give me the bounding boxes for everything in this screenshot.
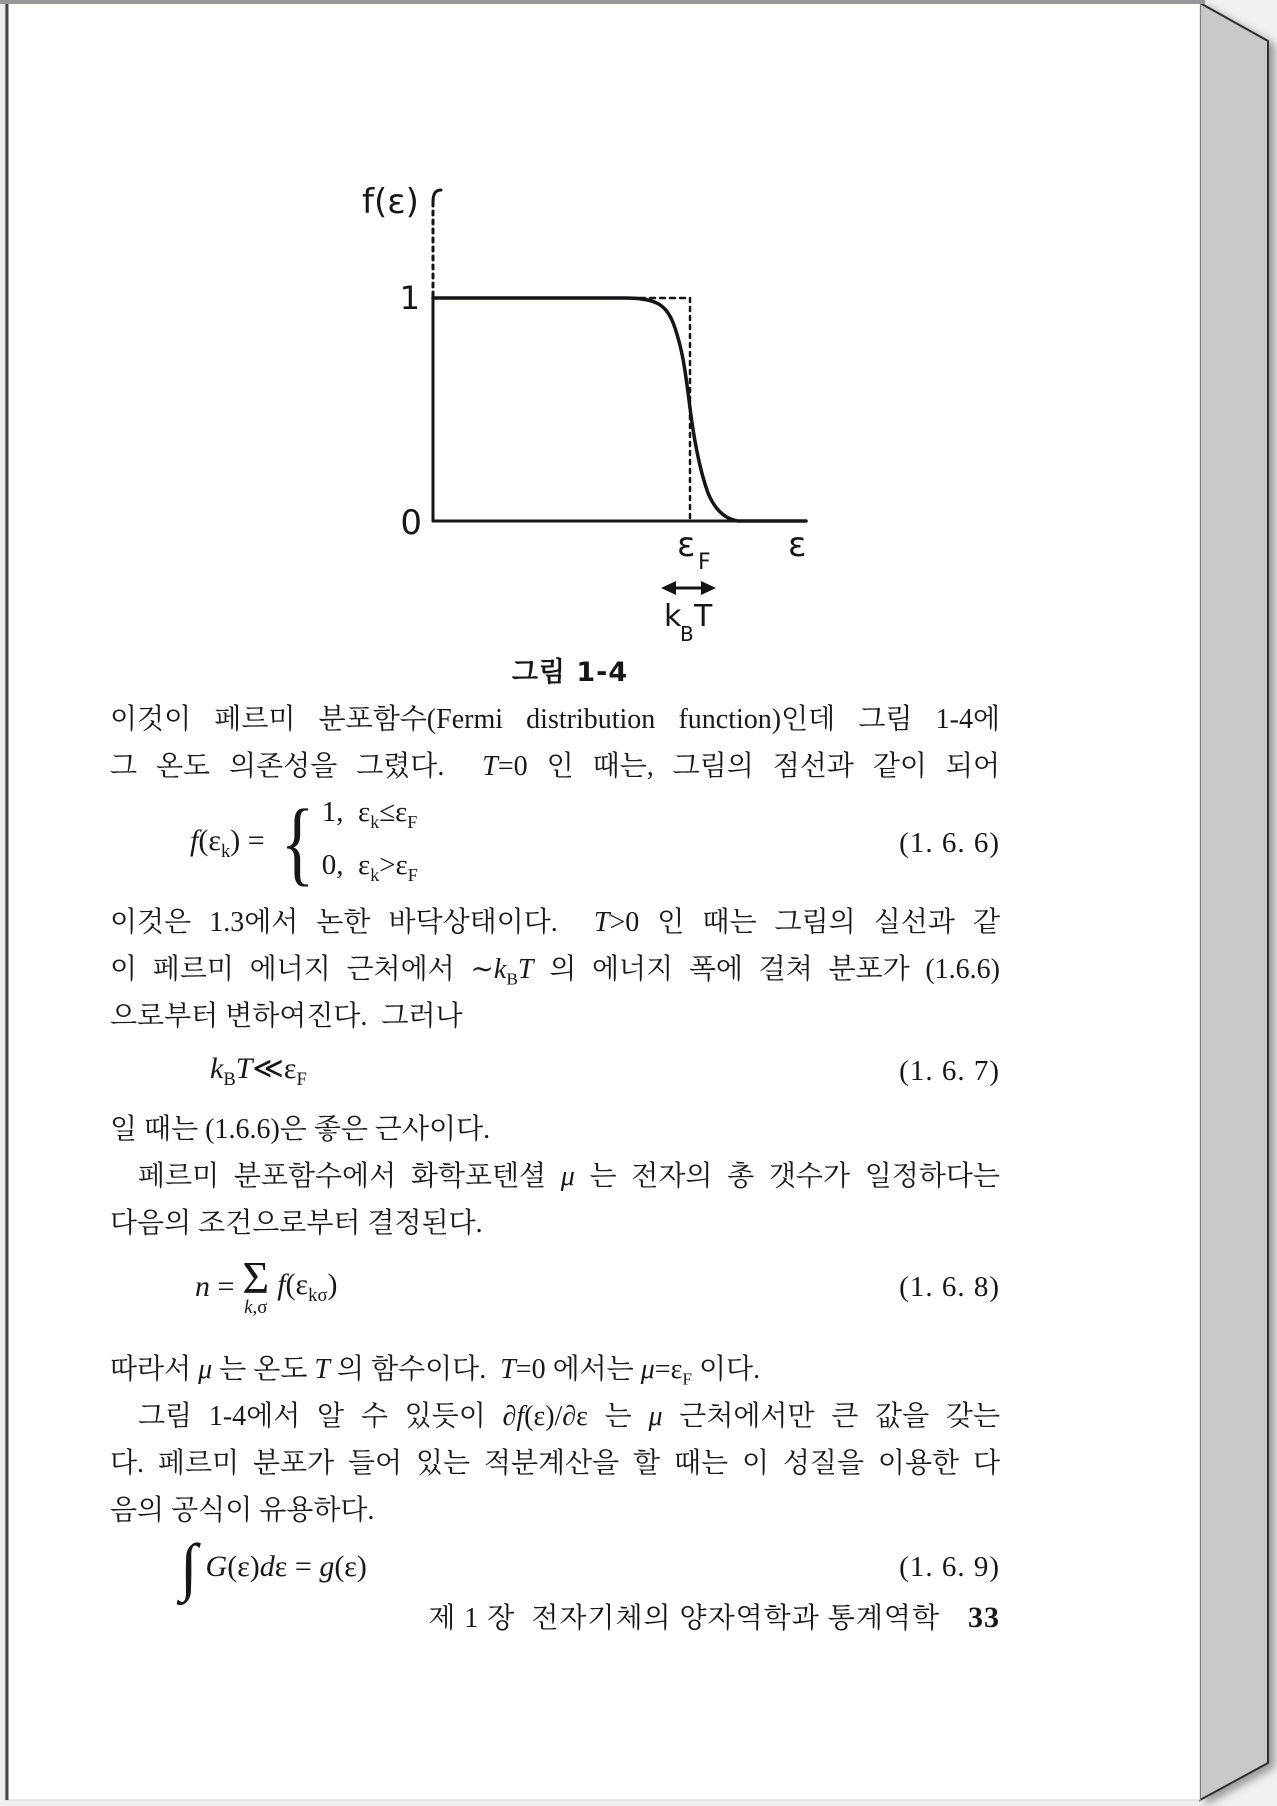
body-line: 이것은 1.3에서 논한 바닥상태이다. T>0 인 때는 그림의 실선과 같: [110, 907, 1000, 938]
eq-rhs: $f(\varepsilon_{k\sigma})$: [277, 1267, 338, 1306]
equation-1-6-7: [110, 1048, 1000, 1094]
body-line: 그 온도 의존성을 그렸다. T=0 인 때는, 그림의 점선과 같이 되어: [110, 751, 1000, 782]
tick-label-1: 1: [399, 279, 420, 317]
eq-case-1: 1, $\varepsilon_k\le\varepsilon_F$: [321, 795, 418, 832]
eq-lhs: n =: [195, 1270, 235, 1303]
body-line: 이 페르미 에너지 근처에서 $\sim k_BT$ 의 에너지 폭에 걸쳐 분포가 (1.6.6): [110, 954, 1000, 989]
eq-lhs: $f(\varepsilon_k)$ =: [190, 823, 265, 862]
kbt-label-t: T: [694, 599, 713, 634]
figure-x-label: ε: [788, 525, 807, 565]
figure-y-label: f(ε): [362, 182, 419, 222]
eq-body: $k_BT≪\varepsilon_F$: [210, 1052, 307, 1090]
equation-1-6-8: [110, 1243, 1000, 1331]
figure-caption: 그림 1-4: [511, 657, 629, 688]
equation-1-6-6: [110, 791, 1000, 895]
body-line: 페르미 분포함수에서 화학포텐셜 μ 는 전자의 총 갯수가 일정하다는: [138, 1161, 1000, 1192]
equation-1-6-9: [110, 1528, 1000, 1606]
body-line: 다음의 조건으로부터 결정된다.: [110, 1208, 483, 1239]
kbt-label-k: k: [664, 599, 682, 634]
equation-number: (1. 6. 7): [899, 1054, 1000, 1087]
eq-case-2: 0, $\varepsilon_k>\varepsilon_F$: [321, 848, 418, 885]
eq-cases: [322, 795, 418, 892]
chapter-title: 제 1 장 전자기체의 양자역학과 통계역학: [428, 1603, 940, 1634]
fermi-level-label: ε: [677, 525, 696, 565]
kbt-label-b: B: [680, 622, 694, 646]
body-line: 음의 공식이 유용하다.: [110, 1495, 375, 1526]
equation-number: (1. 6. 6): [899, 826, 1000, 859]
body-line: 이것이 페르미 분포함수(Fermi distribution function)인데 그림 1-4에: [110, 704, 1000, 735]
summation: [242, 1252, 270, 1318]
body-line: 따라서 μ 는 온도 T 의 함수이다. T=0 에서는 $\mu=\varepsilon_F$ 이다.: [110, 1354, 761, 1389]
sum-limits: k,σ: [244, 1297, 268, 1318]
cases-brace: {: [280, 791, 315, 895]
body-line: 일 때는 (1.6.6)은 좋은 근사이다.: [110, 1114, 491, 1145]
equation-number: (1. 6. 8): [899, 1270, 1000, 1303]
text-column: [110, 0, 1000, 1806]
body-line: 다. 페르미 분포가 들어 있는 적분계산을 할 때는 이 성질을 이용한 다: [110, 1448, 1000, 1479]
body-line: 그림 1-4에서 알 수 있듯이 ∂f(ε)/∂ε 는 μ 근처에서만 큰 값을 갖는: [138, 1401, 1000, 1432]
fermi-level-sub: F: [698, 550, 711, 575]
page-number: 33: [968, 1601, 1000, 1634]
sigma-symbol: Σ: [242, 1252, 270, 1303]
equation-number: (1. 6. 9): [899, 1550, 1000, 1583]
integral-symbol: ∫: [180, 1531, 198, 1602]
running-footer: [110, 1596, 1000, 1636]
tick-label-0: 0: [400, 503, 422, 543]
body-line: 으로부터 변하여진다. 그러나: [110, 1001, 463, 1032]
eq-body: G(ε)dε = g(ε): [205, 1550, 367, 1583]
